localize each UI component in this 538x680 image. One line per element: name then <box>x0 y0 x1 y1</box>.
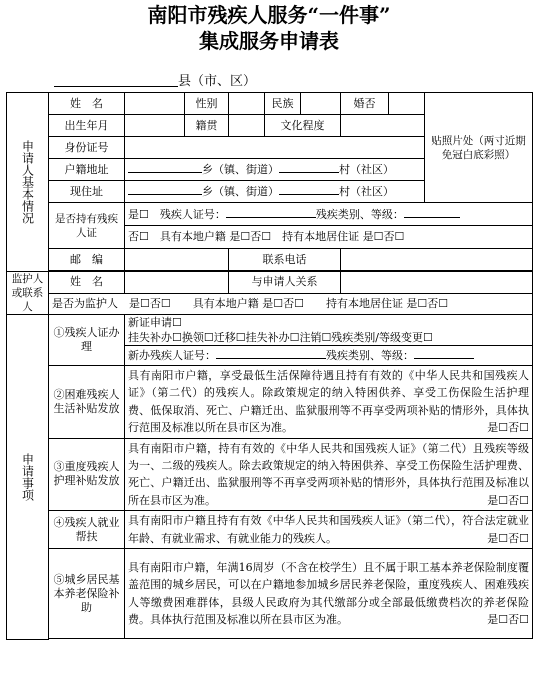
gender-field[interactable] <box>229 93 265 115</box>
residence-address[interactable] <box>125 181 425 203</box>
new-cat-label: 残疾类别、等级： <box>326 349 414 362</box>
matter5-check[interactable]: 是☐否☐ <box>487 613 529 627</box>
matter1-new-cert-row <box>125 346 533 366</box>
matter4-label: ④残疾人就业帮扶 <box>49 511 125 549</box>
matter1-new[interactable]: 新证申请☐ <box>128 316 182 329</box>
household-address[interactable] <box>125 159 425 181</box>
cert-row-no <box>125 226 533 249</box>
guardian-section-label: 监护人或联系人 <box>7 272 49 315</box>
residence-blank1[interactable] <box>128 184 202 195</box>
guardian-check-row[interactable]: 是否为监护人 是☐否☐ 具有本地户籍 是☐否☐ 持有本地居住证 是☐否☐ <box>49 293 533 315</box>
has-cert-label: 是否持有残疾人证 <box>49 203 125 249</box>
matter2-text: 具有南阳市户籍，享受最低生活保障待遇且持有有效的《中华人民共和国残疾人证》（第二代）的残疾人。除政策规定的纳入特困供养、享受工伤保险生活护理费、低保取消、死亡、户籍迁出、监狱服刑等不再享受两项补贴的情形外，具体执行范围及标准以所在县市区为准。 <box>128 369 529 435</box>
native-field[interactable] <box>229 115 265 137</box>
phone-field[interactable] <box>341 249 533 271</box>
matter3-desc <box>125 438 533 511</box>
household-blank2[interactable] <box>279 162 339 173</box>
new-cert-label: 新办残疾人证号： <box>128 349 216 362</box>
applicant-section-label: 申请人基本情况 <box>7 93 49 272</box>
matter5-label: ⑤城乡居民基本养老保险补助 <box>49 549 125 639</box>
matter3-label: ③重度残疾人护理补贴发放 <box>49 438 125 511</box>
household-town: 乡（镇、街道） <box>202 163 279 176</box>
photo-placeholder: 贴照片处（两寸近期免冠白底彩照） <box>425 93 533 203</box>
matter5-desc <box>125 549 533 639</box>
local-hukou-check[interactable]: 具有本地户籍 是☐否☐ <box>159 230 272 243</box>
matter4-desc <box>125 511 533 549</box>
marital-label: 婚否 <box>341 93 389 115</box>
county-line <box>50 70 490 90</box>
residence-town: 乡（镇、街道） <box>202 185 279 198</box>
education-field[interactable] <box>341 115 425 137</box>
matter5-text: 具有南阳市户籍，年满16周岁（不含在校学生）且不属于职工基本养老保险制度覆盖范围的城乡居民，可以在户籍地参加城乡居民养老保险，重度残疾人、困难残疾人等缴费困难群体，县级人民政府为其代缴部分或全部最低缴费档次的养老保险费。具体执行范围及标准以所在县市区为准。 <box>128 560 529 627</box>
phone-label: 联系电话 <box>229 249 341 271</box>
application-form-table <box>6 92 533 640</box>
matter1-options <box>125 315 533 346</box>
guardian-relation-label: 与申请人关系 <box>229 272 341 294</box>
residence-blank2[interactable] <box>279 184 339 195</box>
id-field[interactable] <box>125 137 425 159</box>
ethnicity-label: 民族 <box>265 93 301 115</box>
name-label: 姓 名 <box>49 93 125 115</box>
new-cert-blank[interactable] <box>216 348 326 359</box>
matter4-check[interactable]: 是☐否☐ <box>487 531 529 545</box>
guardian-relation-field[interactable] <box>341 272 533 294</box>
cert-yes-checkbox[interactable]: 是☐ <box>128 207 149 221</box>
matter2-check[interactable]: 是☐否☐ <box>487 421 529 435</box>
matter2-desc <box>125 366 533 439</box>
ethnicity-field[interactable] <box>301 93 341 115</box>
matter3-check[interactable]: 是☐否☐ <box>487 493 529 507</box>
new-cat-blank[interactable] <box>414 348 474 359</box>
marital-field[interactable] <box>389 93 425 115</box>
education-label: 文化程度 <box>265 115 341 137</box>
matters-section-label: 申请事项 <box>7 315 49 640</box>
cert-row-yes <box>125 203 533 226</box>
household-blank1[interactable] <box>128 162 202 173</box>
form-title-line1: 南阳市残疾人服务“一件事” <box>147 3 391 27</box>
postcode-field[interactable] <box>125 249 229 271</box>
matter4-text: 具有南阳市户籍且持有有效《中华人民共和国残疾人证》（第二代），符合法定就业年龄、有就业需求、有就业能力的残疾人。 <box>128 514 529 545</box>
birth-field[interactable] <box>125 115 185 137</box>
gender-label: 性别 <box>185 93 229 115</box>
matter1-label: ①残疾人证办理 <box>49 315 125 366</box>
cert-number-label: 残疾人证号： <box>159 207 226 221</box>
county-suffix: 县（市、区） <box>178 74 257 89</box>
cert-no-checkbox[interactable]: 否☐ <box>128 230 149 243</box>
household-label: 户籍地址 <box>49 159 125 181</box>
local-permit-check[interactable]: 持有本地居住证 是☐否☐ <box>282 230 405 243</box>
cert-category-label: 残疾类别、等级： <box>315 207 404 221</box>
matter1-change[interactable]: 挂失补办☐换领☐迁移☐挂失补办☐注销☐残疾类别/等级变更☐ <box>128 331 433 344</box>
id-label: 身份证号 <box>49 137 125 159</box>
household-village: 村（社区） <box>339 163 394 176</box>
cert-category-blank[interactable] <box>404 207 460 218</box>
native-label: 籍贯 <box>185 115 229 137</box>
form-title-line2: 集成服务申请表 <box>199 29 339 53</box>
residence-label: 现住址 <box>49 181 125 203</box>
birth-label: 出生年月 <box>49 115 125 137</box>
cert-number-blank[interactable] <box>226 207 316 218</box>
matter2-label: ②困难残疾人生活补贴发放 <box>49 366 125 439</box>
matter3-text: 具有南阳市户籍，持有有效的《中华人民共和国残疾人证》（第二代）且残疾等级为一、二级的残疾人。除去政策规定的纳入特困供养、享受工伤保险生活护理费、死亡、户籍迁出、监狱服刑等不再享受两项补贴的情形外，具体执行范围及标准以所在县市区为准。 <box>128 441 529 507</box>
postcode-label: 邮 编 <box>49 249 125 271</box>
guardian-name-label: 姓 名 <box>49 272 125 294</box>
county-blank[interactable] <box>54 86 178 87</box>
guardian-name-field[interactable] <box>125 272 229 294</box>
residence-village: 村（社区） <box>339 185 394 198</box>
name-field[interactable] <box>125 93 185 115</box>
